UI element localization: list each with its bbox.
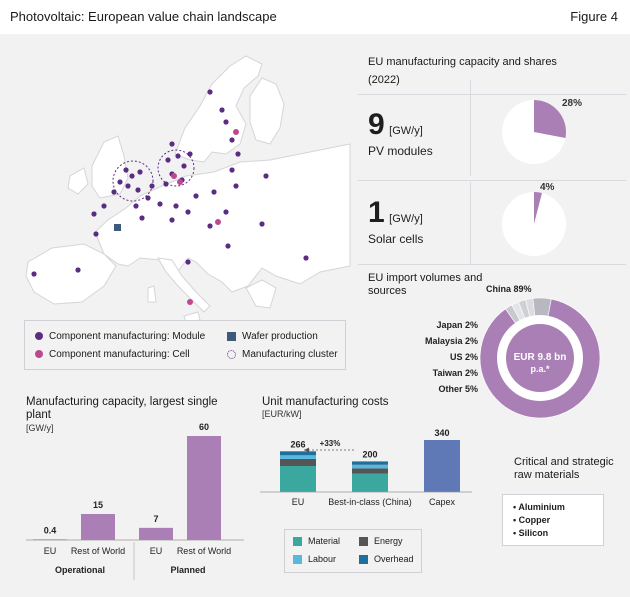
cost-total-label: 266 <box>290 439 306 450</box>
map-land-continent <box>95 144 350 292</box>
overhead-swatch <box>359 555 368 564</box>
map-land-iberia <box>26 244 116 304</box>
module-dot <box>225 243 230 248</box>
cost-legend <box>284 529 422 573</box>
map-land-scandinavia <box>175 56 262 162</box>
cell-dot <box>187 299 193 305</box>
legend-material-label: Material <box>308 536 341 546</box>
pink-dot-icon <box>35 350 43 358</box>
capacity-unit: [GW/y] <box>26 423 54 433</box>
material-swatch <box>293 537 302 546</box>
pv-modules-share-label: 28% <box>562 98 583 109</box>
module-dot <box>181 163 186 168</box>
solar-cells-value: 1 <box>368 196 385 229</box>
imports-center-value: EUR 9.8 bn <box>513 352 567 363</box>
figure-title: Photovoltaic: European value chain landscape <box>10 9 277 24</box>
import-label-us: US 2% <box>449 352 478 362</box>
capacity-category-label: Rest of World <box>70 546 126 556</box>
legend-labour-label: Labour <box>308 554 337 564</box>
module-dot <box>185 209 190 214</box>
module-dot <box>229 137 234 142</box>
cost-bar-energy <box>280 459 316 466</box>
module-dot <box>117 179 122 184</box>
capacity-bar <box>187 436 221 540</box>
legend-cell-label: Component manufacturing: Cell <box>49 349 190 360</box>
capacity-value-label: 15 <box>92 500 104 510</box>
legend-overhead <box>359 554 414 564</box>
module-dot <box>185 259 190 264</box>
legend-cell <box>35 349 190 360</box>
module-dot <box>193 193 198 198</box>
cost-bar-overhead <box>352 461 388 464</box>
cell-dot <box>233 129 239 135</box>
solar-cells-stat <box>368 196 423 246</box>
raw-material-item: • Aluminium <box>513 502 565 512</box>
module-dot <box>223 209 228 214</box>
map-legend <box>24 320 346 370</box>
raw-materials-title: Critical and strategic raw materials <box>514 456 614 481</box>
raw-material-item: • Copper <box>513 515 551 525</box>
capacity-bar <box>139 528 173 540</box>
capacity-value-label: 60 <box>198 422 210 432</box>
divider <box>470 80 471 176</box>
module-dot <box>111 189 116 194</box>
group-label-operational: Operational <box>54 565 106 575</box>
module-dot <box>169 217 174 222</box>
module-dot <box>263 173 268 178</box>
module-dot <box>125 183 130 188</box>
import-label-taiwan: Taiwan 2% <box>432 368 478 378</box>
legend-module <box>35 331 205 342</box>
cost-category-label: Capex <box>428 497 456 507</box>
raw-material-item: • Silicon <box>513 528 549 538</box>
module-dot <box>163 181 168 186</box>
legend-wafer-label: Wafer production <box>242 331 318 342</box>
map-land-sardinia <box>148 286 156 302</box>
module-dot <box>93 231 98 236</box>
pv-modules-value: 9 <box>368 108 385 141</box>
capacity-category-label: EU <box>149 546 163 556</box>
pv-modules-unit: [GW/y] <box>389 125 423 137</box>
cost-category-label: Best-in-class (China) <box>328 497 412 507</box>
module-dot <box>187 151 192 156</box>
legend-cluster-label: Manufacturing cluster <box>242 349 338 360</box>
labour-swatch <box>293 555 302 564</box>
raw-material-silicon: Silicon <box>518 528 549 538</box>
capacity-value-label: 7 <box>153 513 159 524</box>
raw-materials-list <box>513 501 565 540</box>
map-land-greece <box>246 280 276 308</box>
cell-dot <box>177 179 183 185</box>
module-dot <box>157 201 162 206</box>
import-label-other: Other 5% <box>438 384 478 394</box>
legend-energy-label: Energy <box>374 536 403 546</box>
wafer-square <box>114 224 121 231</box>
cost-bar-labour <box>280 455 316 459</box>
cell-dot <box>215 219 221 225</box>
module-dot <box>235 151 240 156</box>
legend-overhead-label: Overhead <box>374 554 414 564</box>
legend-labour <box>293 554 336 564</box>
module-dot <box>229 167 234 172</box>
capacity-title: Manufacturing capacity, largest single plant <box>26 396 218 421</box>
cost-title: Unit manufacturing costs <box>262 396 389 408</box>
module-dot <box>169 141 174 146</box>
module-dot <box>303 255 308 260</box>
legend-cluster <box>227 349 338 360</box>
purple-dot-icon <box>35 332 43 340</box>
module-dot <box>75 267 80 272</box>
import-label-malaysia: Malaysia 2% <box>424 336 478 346</box>
raw-material-copper: Copper <box>518 515 551 525</box>
module-dot <box>139 215 144 220</box>
cost-total-label: 340 <box>434 428 450 438</box>
map-land-uk <box>92 136 128 198</box>
legend-wafer <box>227 331 318 342</box>
module-dot <box>259 221 264 226</box>
map-land-ireland <box>68 168 88 194</box>
cell-dot <box>171 173 177 179</box>
capacity-shares-title: EU manufacturing capacity and shares (2022) <box>368 56 557 86</box>
imports-center-sub: p.a.* <box>530 364 550 374</box>
module-dot <box>129 173 134 178</box>
module-dot <box>219 107 224 112</box>
legend-energy <box>359 536 403 546</box>
raw-material-aluminium: Aluminium <box>518 502 565 512</box>
imports-title: EU import volumes and sources <box>368 272 483 297</box>
dotted-circle-icon <box>227 350 236 359</box>
module-dot <box>91 211 96 216</box>
divider <box>470 182 471 264</box>
cost-bar-material <box>280 466 316 492</box>
legend-material <box>293 536 340 546</box>
module-dot <box>173 203 178 208</box>
capacity-value-label: 0.4 <box>43 525 57 536</box>
module-dot <box>145 195 150 200</box>
module-dot <box>223 119 228 124</box>
module-dot <box>135 187 140 192</box>
europe-map <box>0 36 350 320</box>
module-dot <box>175 153 180 158</box>
capacity-category-label: EU <box>43 546 57 556</box>
pv-modules-label: PV modules <box>368 144 433 158</box>
cost-bar-chart <box>260 420 480 512</box>
map-land-finland <box>250 78 284 144</box>
import-label-china: China 89% <box>486 284 532 294</box>
solar-cells-unit: [GW/y] <box>389 213 423 225</box>
module-dot <box>233 183 238 188</box>
cost-total-label: 200 <box>362 449 378 460</box>
blue-square-icon <box>227 332 236 341</box>
cost-annotation: +33% <box>319 439 341 448</box>
cost-bar-overhead <box>280 451 316 455</box>
cost-category-label: EU <box>291 497 305 507</box>
cost-bar-material <box>352 474 388 492</box>
capacity-category-label: Rest of World <box>176 546 232 556</box>
pv-modules-pie <box>490 94 600 170</box>
module-dot <box>207 223 212 228</box>
module-dot <box>137 169 142 174</box>
pv-modules-stat <box>368 108 433 158</box>
capacity-bar <box>81 514 115 540</box>
raw-materials-box <box>502 494 604 546</box>
cost-bar-labour <box>352 465 388 469</box>
cost-unit: [EUR/kW] <box>262 409 302 419</box>
group-label-planned: Planned <box>170 565 206 575</box>
import-label-japan: Japan 2% <box>436 320 478 330</box>
module-dot <box>123 167 128 172</box>
module-dot <box>149 183 154 188</box>
cost-bar-capex <box>424 440 460 492</box>
module-dot <box>207 89 212 94</box>
module-dot <box>165 157 170 162</box>
module-dot <box>133 203 138 208</box>
module-dot <box>101 203 106 208</box>
solar-cells-pie <box>490 180 600 264</box>
energy-swatch <box>359 537 368 546</box>
module-dot <box>211 189 216 194</box>
solar-cells-share-label: 4% <box>540 182 555 193</box>
solar-cells-label: Solar cells <box>368 232 424 246</box>
legend-module-label: Component manufacturing: Module <box>49 331 206 342</box>
divider <box>358 264 626 265</box>
figure-number: Figure 4 <box>570 9 618 24</box>
module-dot <box>31 271 36 276</box>
cost-bar-energy <box>352 468 388 473</box>
